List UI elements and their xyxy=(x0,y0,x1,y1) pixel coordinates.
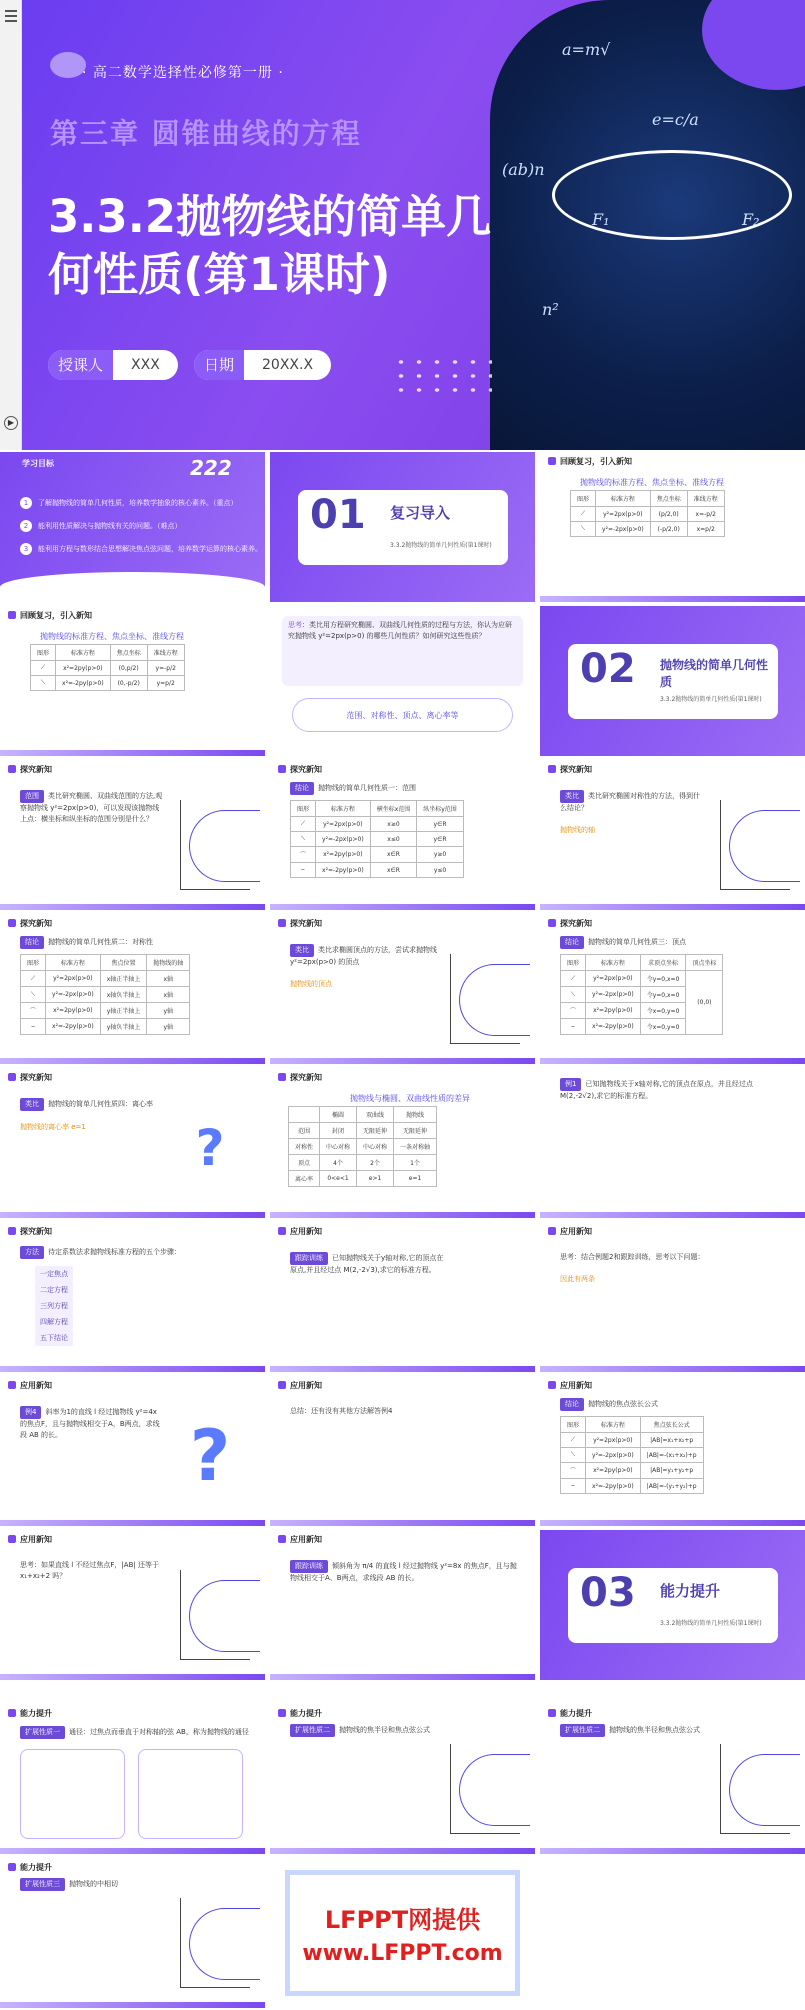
slide-title: 探究新知 xyxy=(0,1222,265,1240)
slide-subtitle: 抛物线的标准方程、焦点坐标、准线方程 xyxy=(40,632,184,641)
date-pill xyxy=(194,350,331,380)
slide-text: 抛物线的中相切 xyxy=(69,1880,118,1888)
slide-subtitle: 抛物线的标准方程、焦点坐标、准线方程 xyxy=(580,478,724,487)
title-slide[interactable] xyxy=(22,0,805,450)
parabola-graph xyxy=(720,800,790,890)
teacher-value: XXX xyxy=(131,357,160,373)
slide-title: 探究新知 xyxy=(540,760,805,778)
course-tag: · 高二数学选择性必修第一册 · xyxy=(82,65,284,81)
parabola-graph xyxy=(450,954,520,1044)
decorative-pill-icon xyxy=(50,52,86,78)
slide-title: 回顾复习，引入新知 xyxy=(540,452,805,470)
slide-title: 应用新知 xyxy=(0,1530,265,1548)
slide-logo: 222 xyxy=(190,456,232,480)
property-table: 图形 标准方程 焦点位置 抛物线的轴 ⟋ y²=2px(p>0) x轴正半轴上 x轴 ⟍ y²=-2px(p>0) x轴负半轴上 x轴 ⌒ x²=2py(p>0) y轴正半轴上 y轴 ⌣ x²=-2py(p>0) y轴负半轴上 y轴 xyxy=(20,954,190,1035)
parabola-graph xyxy=(450,1744,520,1834)
slide-text: 类比求椭圆顶点的方法，尝试求抛物线 y²=2px(p>0) 的顶点 xyxy=(290,946,437,966)
math-term: (ab)n xyxy=(502,160,545,179)
date-label: 日期 xyxy=(194,350,244,380)
slide-subtitle: 抛物线的焦点弦长公式 xyxy=(588,1400,658,1408)
decorative-dots xyxy=(392,355,492,395)
slide-text: 抛物线的焦半径和焦点弦公式 xyxy=(609,1726,700,1734)
math-term: F₂ xyxy=(742,210,760,229)
question-cube-icon: ? xyxy=(195,1119,225,1177)
slide-title: 探究新知 xyxy=(0,914,265,932)
slide-thumb[interactable] xyxy=(540,452,805,602)
slide-text: 思考：结合例题2和跟踪训练，思考以下问题： xyxy=(560,1253,705,1261)
decorative-wave xyxy=(0,572,265,602)
formula-table: 图形 标准方程 焦点坐标 准线方程 ⟋ y²=2px(p>0) (p/2,0) x=-p/2 ⟍ y²=-2px(p>0) (-p/2,0) x=p/2 xyxy=(570,490,725,537)
slide-thumb[interactable] xyxy=(540,914,805,1064)
slide-title: 应用新知 xyxy=(540,1222,805,1240)
slide-thumb[interactable] xyxy=(270,1376,535,1526)
chip: 扩展性质三 xyxy=(20,1878,65,1891)
chip: 例4 xyxy=(20,1406,41,1419)
slide-text: 通径：过焦点而垂直于对称轴的弦 AB，称为抛物线的通径 xyxy=(69,1728,249,1736)
slide-text: 待定系数法求抛物线标准方程的五个步骤： xyxy=(48,1248,181,1256)
chip: 类比 xyxy=(560,790,584,803)
chip: 结论 xyxy=(560,1398,584,1411)
steps-list: 一定焦点 二定方程 三列方程 四解方程 五下结论 xyxy=(35,1266,77,1346)
objective-item: 2 能利用性质解决与抛物线有关的问题。（难点） xyxy=(20,520,182,532)
chip: 跟踪训练 xyxy=(290,1252,328,1265)
parabola-graph xyxy=(180,1898,250,1988)
slide-thumb[interactable] xyxy=(0,760,265,910)
slide-title: 探究新知 xyxy=(270,760,535,778)
slide-text: 思考：如果直线 l 不经过焦点F，|AB| 还等于 x₁+x₂+2 吗？ xyxy=(20,1561,159,1580)
slide-thumb[interactable] xyxy=(0,1376,265,1526)
parabola-graph xyxy=(180,800,250,890)
slide-title: 回顾复习，引入新知 xyxy=(0,606,265,624)
slide-thumb[interactable] xyxy=(0,914,265,1064)
highlight-text: 因此有两条 xyxy=(560,1275,595,1283)
highlight-text: 抛物线的离心率 e=1 xyxy=(20,1123,86,1131)
property-table: 图形 标准方程 求顶点坐标 顶点坐标 ⟋ y²=2px(p>0) 令y=0,x=0 (0,0) ⟍ y²=-2px(p>0) 令y=0,x=0 ⌒ x²=2py(p>0) 令x=0,y=0 ⌣ x²=-2py(p>0) 令x=0,y=0 xyxy=(560,954,723,1035)
slide-title: 应用新知 xyxy=(270,1376,535,1394)
slide-title: 能力提升 xyxy=(270,1704,535,1722)
think-label: 思考 xyxy=(288,621,302,629)
chapter-title: 第三章 圆锥曲线的方程 xyxy=(50,117,362,150)
chip: 跟踪训练 xyxy=(290,1560,328,1573)
slide-thumb[interactable] xyxy=(270,760,535,910)
slide-title: 应用新知 xyxy=(540,1376,805,1394)
chip: 类比 xyxy=(290,944,314,957)
objective-item: 3 能利用方程与数形结合思想解决焦点弦问题，培养数学运算的核心素养。 xyxy=(20,543,262,555)
teacher-pill xyxy=(48,350,178,380)
slide-thumb[interactable] xyxy=(0,452,265,602)
answer-box: 范围、对称性、顶点、离心率等 xyxy=(292,698,513,732)
chip: 例1 xyxy=(560,1078,581,1091)
math-term: a=m√ xyxy=(562,40,611,59)
menu-icon[interactable] xyxy=(5,10,17,22)
slide-title: 应用新知 xyxy=(270,1222,535,1240)
slide-subtitle: 抛物线的简单几何性质三：顶点 xyxy=(588,938,686,946)
slide-thumb[interactable] xyxy=(270,1068,535,1218)
slide-thumb[interactable] xyxy=(0,1704,265,1854)
chip: 扩展性质二 xyxy=(290,1724,335,1737)
objective-item: 1 了解抛物线的简单几何性质，培养数学抽象的核心素养。（重点） xyxy=(20,497,238,509)
slide-thumb[interactable] xyxy=(540,606,805,756)
think-box: 思考：类比用方程研究椭圆、双曲线几何性质的过程与方法，你认为应研究抛物线 y²=2px(p>0) 的哪些几何性质？如何研究这些性质？ xyxy=(282,616,523,686)
slide-text: 倾斜角为 π/4 的直线 l 经过抛物线 y²=8x 的焦点F，且与抛物线相交于A、B两点，求线段 AB 的长。 xyxy=(290,1562,517,1582)
slide-title: 探究新知 xyxy=(540,914,805,932)
diagram-card xyxy=(138,1749,243,1839)
slide-thumb[interactable] xyxy=(270,1222,535,1372)
slide-text: 总结：还有没有其他方法解答例4 xyxy=(290,1407,393,1415)
vertex-cell: (0,0) xyxy=(686,971,723,1035)
slide-thumb[interactable] xyxy=(0,606,265,756)
brand-frame xyxy=(285,1870,520,1996)
slide-thumb[interactable] xyxy=(540,1530,805,1680)
comparison-table: 椭圆 双曲线 抛物线 范围 封闭 无限延伸 无限延伸 对称性 中心对称 中心对称 一条对称轴 顶点 4个 2个 1个 离心率 0<e<1 e>1 e=1 xyxy=(288,1106,437,1187)
math-term: n² xyxy=(542,300,559,319)
parabola-graph xyxy=(180,1570,250,1660)
section-number: 01 xyxy=(310,492,366,538)
slide-text: 类比研究椭圆、双曲线范围的方法,观察抛物线 y²=2px(p>0)，可以发现该抛物线上点：横坐标和纵坐标的范围分别是什么？ xyxy=(20,792,163,823)
section-number: 03 xyxy=(580,1570,636,1616)
slide-text: 抛物线的焦半径和焦点弦公式 xyxy=(339,1726,430,1734)
section-subtitle: 3.3.2抛物线的简单几何性质(第1课时) xyxy=(660,696,762,703)
math-term: e=c/a xyxy=(652,110,699,129)
slide-thumb[interactable] xyxy=(0,1068,265,1218)
slide-thumb[interactable] xyxy=(0,1222,265,1372)
question-mark-icon: ? xyxy=(189,1415,231,1497)
slide-title: 学习目标 xyxy=(22,459,54,468)
lesson-title: 3.3.2抛物线的简单几何性质(第1课时) xyxy=(48,190,492,301)
slide-thumb[interactable] xyxy=(0,1530,265,1680)
slide-subtitle: 抛物线的简单几何性质一：范围 xyxy=(318,784,416,792)
slide-title: 应用新知 xyxy=(0,1376,265,1394)
property-table: 图形 标准方程 横坐标x范围 纵坐标y范围 ⟋ y²=2px(p>0) x≥0 y∈R ⟍ y²=-2px(p>0) x≤0 y∈R ⌒ x²=2py(p>0) x∈R y≥0 ⌣ x²=-2py(p>0) x∈R y≤0 xyxy=(290,800,464,878)
slide-title: 应用新知 xyxy=(270,1530,535,1548)
chip: 结论 xyxy=(560,936,584,949)
section-title: 能力提升 xyxy=(660,1582,721,1600)
slide-thumb[interactable] xyxy=(270,1704,535,1854)
section-subtitle: 3.3.2抛物线的简单几何性质(第1课时) xyxy=(390,542,492,549)
slide-thumb[interactable] xyxy=(0,1858,265,2008)
brand-line2: www.LFPPT.com xyxy=(302,1941,503,1966)
chip: 范围 xyxy=(20,790,44,803)
section-subtitle: 3.3.2抛物线的简单几何性质(第1课时) xyxy=(660,1620,762,1627)
section-title: 复习导入 xyxy=(390,504,451,522)
slide-title: 探究新知 xyxy=(0,1068,265,1086)
slide-title: 探究新知 xyxy=(270,914,535,932)
slide-text: 已知抛物线关于y轴对称,它的顶点在原点,并且经过点 M(2,-2√3),求它的标准方程。 xyxy=(290,1254,444,1274)
slide-subtitle: 抛物线与椭圆、双曲线性质的差异 xyxy=(350,1094,470,1103)
slide-thumb[interactable] xyxy=(270,606,535,756)
chip: 方法 xyxy=(20,1246,44,1259)
teacher-label: 授课人 xyxy=(48,350,113,380)
chip: 扩展性质二 xyxy=(560,1724,605,1737)
brand-line1: LFPPT网提供 xyxy=(324,1906,481,1934)
diagram-card xyxy=(20,1749,125,1839)
play-icon[interactable]: ▶ xyxy=(4,416,18,430)
slide-thumb[interactable] xyxy=(270,1530,535,1680)
parabola-graph xyxy=(720,1744,790,1834)
slide-subtitle: 抛物线的简单几何性质四：离心率 xyxy=(48,1100,153,1108)
section-title: 抛物线的简单几何性质 xyxy=(660,658,769,689)
focal-chord-table: 图形 标准方程 焦点弦长公式 ⟋ y²=2px(p>0) |AB|=x₁+x₂+p ⟍ y²=-2px(p>0) |AB|=-(x₁+x₂)+p ⌒ x²=2py(p>0) |AB|=y₁+y₂+p ⌣ x²=-2py(p>0) |AB|=-(y₁+y₂)+p xyxy=(560,1416,704,1494)
slide-title: 探究新知 xyxy=(270,1068,535,1086)
date-value: 20XX.X xyxy=(262,357,314,373)
slide-title: 能力提升 xyxy=(0,1858,265,1876)
chip: 类比 xyxy=(20,1098,44,1111)
slide-title: 能力提升 xyxy=(540,1704,805,1722)
brand-slide[interactable] xyxy=(270,1858,535,2008)
slide-thumb[interactable] xyxy=(270,914,535,1064)
highlight-text: 抛物线的轴 xyxy=(560,826,595,834)
chip: 结论 xyxy=(290,782,314,795)
think-text: 类比用方程研究椭圆、双曲线几何性质的过程与方法，你认为应研究抛物线 y²=2px(p>0) 的哪些几何性质？如何研究这些性质？ xyxy=(288,621,512,640)
slide-title: 能力提升 xyxy=(0,1704,265,1722)
slide-text: 已知抛物线关于x轴对称,它的顶点在原点，并且经过点 M(2,-2√2),求它的标准方程。 xyxy=(560,1080,753,1100)
section-number: 02 xyxy=(580,646,636,692)
slide-thumb[interactable] xyxy=(540,1068,805,1218)
chip: 结论 xyxy=(20,936,44,949)
slide-thumb[interactable] xyxy=(540,1704,805,1854)
presentation-side-bar xyxy=(0,0,22,450)
slide-subtitle: 抛物线的简单几何性质二：对称性 xyxy=(48,938,153,946)
slide-text: 斜率为1的直线 l 经过抛物线 y²=4x 的焦点F，且与抛物线相交于A，B两点，求线段 AB 的长。 xyxy=(20,1408,160,1439)
chip: 扩展性质一 xyxy=(20,1726,65,1739)
slide-thumb[interactable] xyxy=(540,1222,805,1372)
slide-title: 探究新知 xyxy=(0,760,265,778)
slide-text: 类比研究椭圆对称性的方法，得到什么结论？ xyxy=(560,792,700,812)
formula-table: 图形 标准方程 焦点坐标 准线方程 ⟋ x²=2py(p>0) (0,p/2) y=-p/2 ⟍ x²=-2py(p>0) (0,-p/2) y=p/2 xyxy=(30,644,185,691)
slide-thumb[interactable] xyxy=(270,452,535,602)
slide-thumb[interactable] xyxy=(540,760,805,910)
slide-thumb[interactable] xyxy=(540,1376,805,1526)
highlight-text: 抛物线的顶点 xyxy=(290,980,332,988)
math-term: F₁ xyxy=(592,210,610,229)
